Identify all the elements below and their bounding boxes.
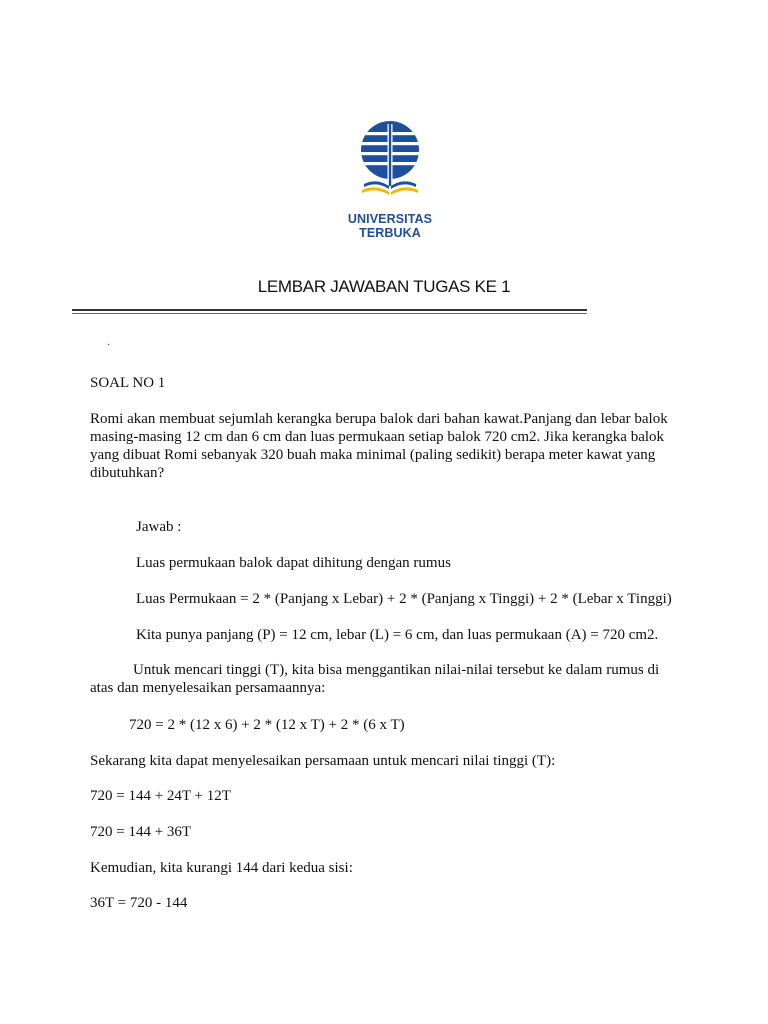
answer-line-6: Kemudian, kita kurangi 144 dari kedua sisi: bbox=[90, 860, 353, 876]
equation-3: 720 = 144 + 36T bbox=[90, 824, 192, 840]
equation-2: 720 = 144 + 24T + 12T bbox=[90, 788, 231, 804]
logo-text: UNIVERSITAS TERBUKA bbox=[347, 212, 433, 240]
answer-given-values: Kita punya panjang (P) = 12 cm, lebar (L) = 6 cm, dan luas permukaan (A) = 720 cm2. bbox=[136, 627, 659, 643]
answer-line-4a: Untuk mencari tinggi (T), kita bisa menggantikan nilai-nilai tersebut ke dalam rumus di bbox=[133, 662, 660, 678]
question-line-2: masing-masing 12 cm dan 6 cm dan luas permukaan setiap balok 720 cm2. Jika kerangka balok bbox=[90, 429, 665, 445]
question-line-1: Romi akan membuat sejumlah kerangka berupa balok dari bahan kawat.Panjang dan lebar balok bbox=[90, 411, 668, 427]
equation-1: 720 = 2 * (12 x 6) + 2 * (12 x T) + 2 * (6 x T) bbox=[129, 717, 405, 733]
university-emblem-icon bbox=[358, 120, 422, 200]
page-title: LEMBAR JAWABAN TUGAS KE 1 bbox=[257, 277, 511, 296]
university-logo bbox=[320, 120, 460, 240]
title-divider-thin bbox=[72, 313, 587, 314]
question-line-3: yang dibuat Romi sebanyak 320 buah maka minimal (paling sedikit) berapa meter kawat yang bbox=[90, 447, 656, 463]
answer-line-1: Luas permukaan balok dapat dihitung dengan rumus bbox=[136, 555, 451, 571]
soal-label: SOAL NO 1 bbox=[90, 375, 166, 391]
answer-line-4b: atas dan menyelesaikan persamaannya: bbox=[90, 680, 326, 696]
question-line-4: dibutuhkan? bbox=[90, 465, 165, 481]
answer-line-5: Sekarang kita dapat menyelesaikan persamaan untuk mencari nilai tinggi (T): bbox=[90, 753, 556, 769]
stray-dot: . bbox=[107, 334, 110, 348]
answer-label: Jawab : bbox=[136, 519, 182, 535]
equation-4: 36T = 720 - 144 bbox=[90, 895, 188, 911]
answer-formula: Luas Permukaan = 2 * (Panjang x Lebar) + 2 * (Panjang x Tinggi) + 2 * (Lebar x Tinggi) bbox=[136, 591, 672, 607]
title-divider bbox=[72, 309, 587, 311]
